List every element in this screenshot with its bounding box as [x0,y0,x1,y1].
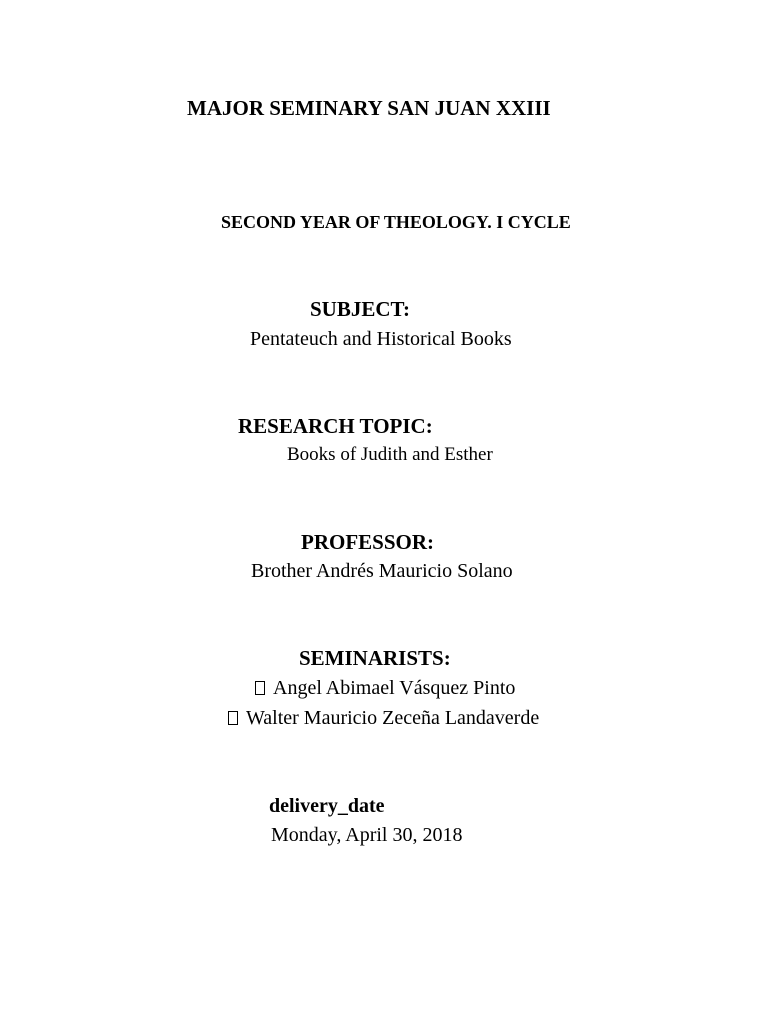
seminarist-name: Walter Mauricio Zeceña Landaverde [246,707,540,729]
seminarist-list-item [255,678,515,698]
seminarist-list-item [228,708,539,728]
delivery-date-heading: delivery_date [269,795,385,817]
seminarist-name: Angel Abimael Vásquez Pinto [273,677,516,699]
professor-value: Brother Andrés Mauricio Solano [251,560,513,582]
subject-heading: SUBJECT: [310,297,410,321]
professor-heading: PROFESSOR: [301,530,435,554]
research-topic-heading: RESEARCH TOPIC: [238,414,433,438]
missing-glyph-box-icon [255,681,265,695]
delivery-date-value: Monday, April 30, 2018 [271,824,463,846]
program-subtitle: SECOND YEAR OF THEOLOGY. I CYCLE [221,212,571,232]
research-topic-value: Books of Judith and Esther [287,444,493,465]
missing-glyph-box-icon [228,711,238,725]
institution-title: MAJOR SEMINARY SAN JUAN XXIII [187,96,551,120]
seminarists-heading: SEMINARISTS: [299,646,451,670]
subject-value: Pentateuch and Historical Books [250,328,512,350]
